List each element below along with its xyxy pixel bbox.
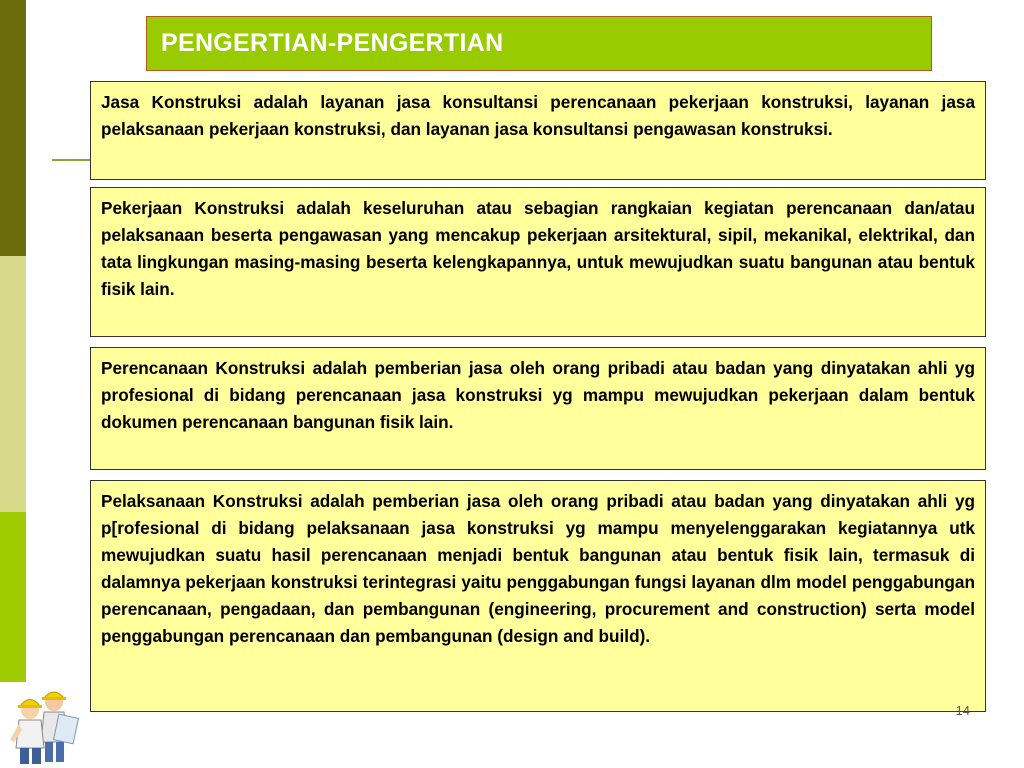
sidebar-band-dark (0, 0, 26, 256)
definition-jasa-konstruksi: Jasa Konstruksi adalah layanan jasa konsultansi perencanaan pekerjaan konstruksi, layanan jasa pelaksanaan pekerjaan konstruksi, dan layanan jasa konsultansi pengawasan konstruksi. (90, 81, 986, 180)
construction-workers-icon (4, 680, 82, 766)
decorative-connector-line (52, 159, 90, 161)
sidebar-band-light (0, 256, 26, 512)
sidebar-band-green (0, 512, 26, 682)
definition-pelaksanaan-konstruksi: Pelaksanaan Konstruksi adalah pemberian jasa oleh orang pribadi atau badan yang dinyatakan ahli yg p[rofesional di bidang pelaksanaan jasa konstruksi yg mampu menyelenggarakan kegiatannya utk mewujudkan suatu hasil perencanaan menjadi bentuk bangunan atau bentuk fisik lain, termasuk di dalamnya pekerjaan konstruksi terintegrasi yaitu penggabungan fungsi layanan dlm model penggabungan perencanaan, pengadaan, dan pembangunan (engineering, procurement and construction) serta model penggabungan perencanaan dan pembangunan (design and build). (90, 480, 986, 712)
slide-title: PENGERTIAN-PENGERTIAN (161, 29, 504, 57)
slide-title-banner (146, 16, 932, 71)
page-number: 14 (955, 703, 970, 718)
definition-perencanaan-konstruksi: Perencanaan Konstruksi adalah pemberian jasa oleh orang pribadi atau badan yang dinyatakan ahli yg profesional di bidang perencanaan jasa konstruksi yg mampu mewujudkan pekerjaan dalam bentuk dokumen perencanaan bangunan fisik lain. (90, 347, 986, 470)
definition-pekerjaan-konstruksi: Pekerjaan Konstruksi adalah keseluruhan atau sebagian rangkaian kegiatan perencanaan dan/atau pelaksanaan beserta pengawasan yang mencakup pekerjaan arsitektural, sipil, mekanikal, elektrikal, dan tata lingkungan masing-masing beserta kelengkapannya, untuk mewujudkan suatu bangunan atau bentuk fisik lain. (90, 187, 986, 337)
